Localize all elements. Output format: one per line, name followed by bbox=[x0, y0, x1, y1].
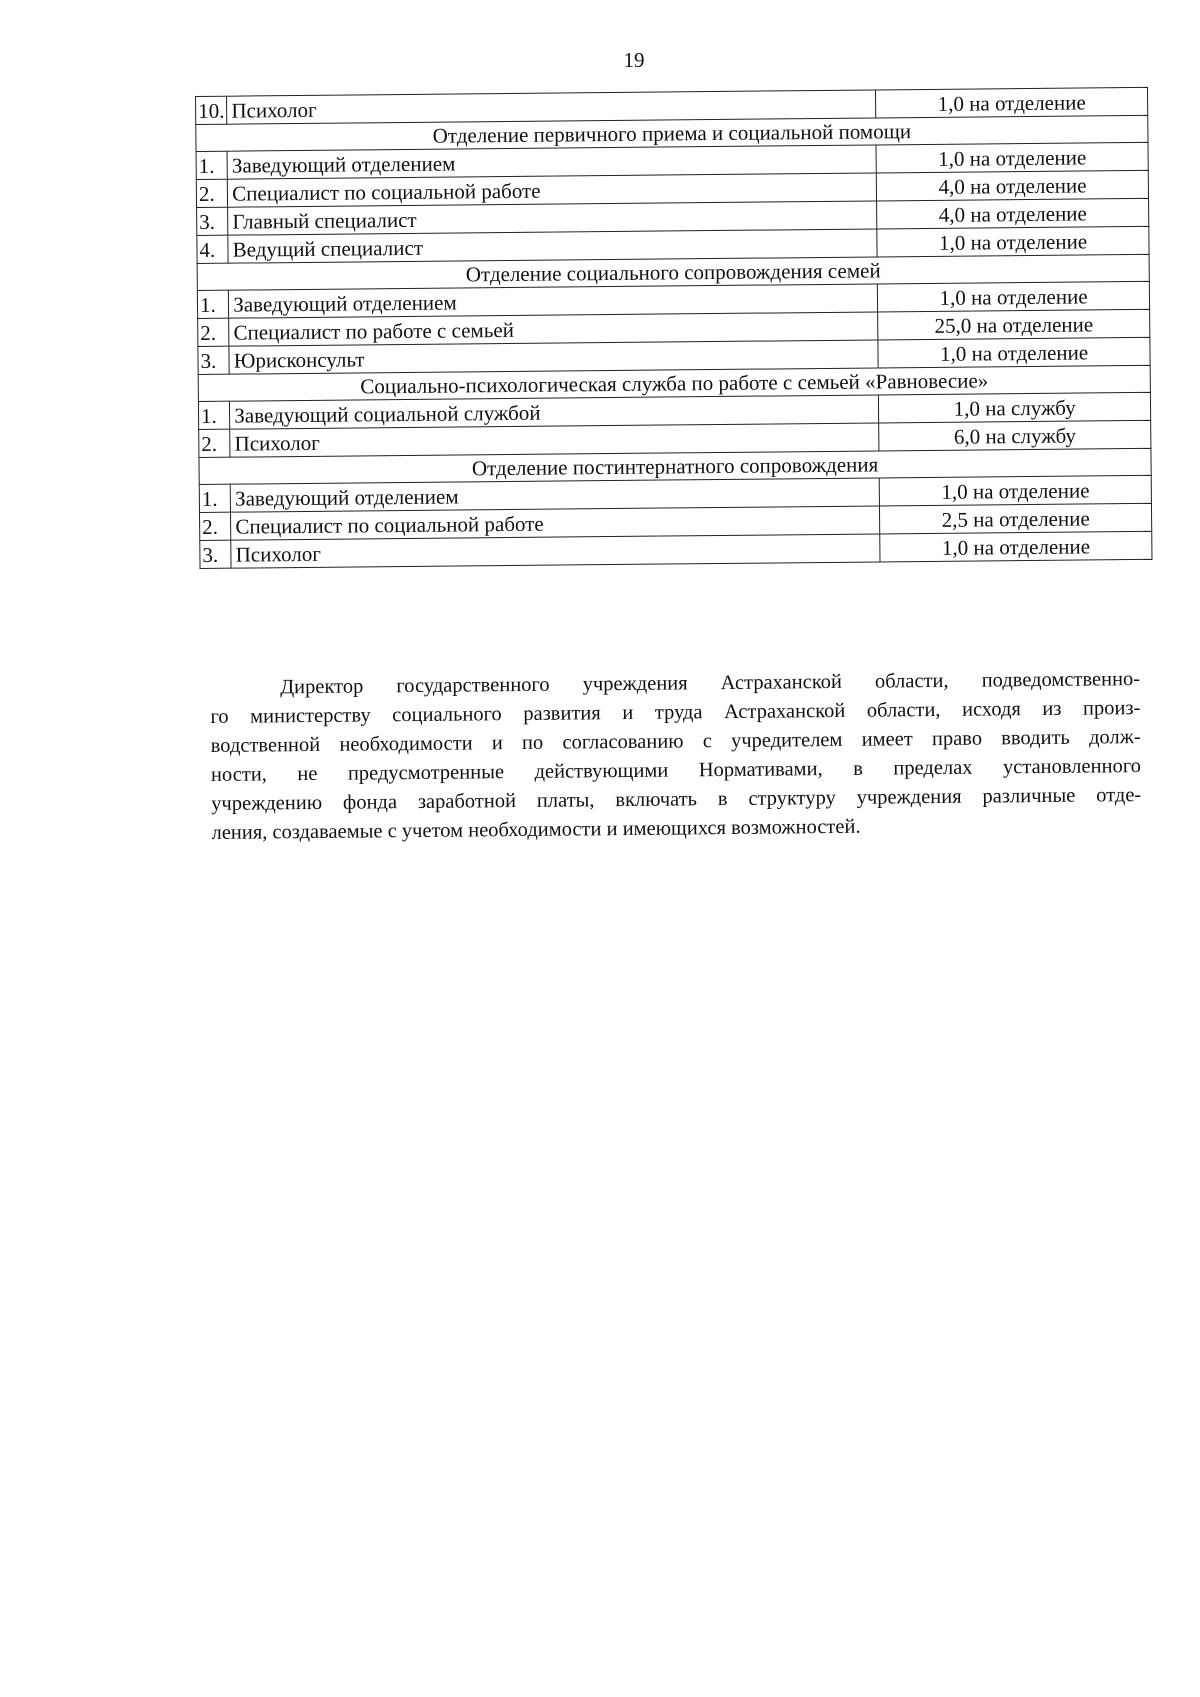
row-number: 4. bbox=[197, 235, 229, 263]
paragraph-line: водственной необходимости и по согласованию с учредителем имеет право вводить долж- bbox=[210, 726, 1141, 757]
position-name: Ведущий специалист bbox=[228, 229, 877, 263]
row-number: 3. bbox=[198, 346, 230, 374]
staff-rate: 1,0 на отделение bbox=[880, 531, 1152, 562]
row-number: 3. bbox=[197, 207, 229, 235]
row-number: 2. bbox=[199, 429, 231, 457]
row-number: 2. bbox=[196, 179, 228, 207]
staff-rate: 1,0 на отделение bbox=[878, 337, 1150, 368]
paragraph-line: Директор государственного учреждения Астраханской области, подведомственно- bbox=[280, 668, 1141, 699]
staff-rate: 6,0 на службу bbox=[879, 420, 1151, 451]
staff-rate: 4,0 на отделение bbox=[877, 170, 1149, 201]
position-name: Заведующий социальной службой bbox=[230, 395, 879, 429]
paragraph-line: го министерству социального развития и труда Астраханской области, исходя из произ- bbox=[210, 697, 1141, 728]
staff-rate: 1,0 на отделение bbox=[876, 87, 1148, 118]
section-title: Отделение постинтернатного сопровождения bbox=[199, 448, 1151, 484]
page-number: 19 bbox=[623, 48, 645, 72]
row-number: 2. bbox=[198, 318, 230, 346]
paragraph-line: ления, создаваемые с учетом необходимости и имеющихся возможностей. bbox=[211, 815, 861, 844]
row-number: 3. bbox=[200, 540, 232, 568]
director-rights-paragraph bbox=[210, 665, 1142, 848]
row-number: 1. bbox=[199, 484, 231, 512]
paragraph-line: ности, не предусмотренные действующими Нормативами, в пределах установленного bbox=[210, 755, 1142, 786]
staffing-table-body bbox=[196, 87, 1152, 568]
staff-rate: 2,5 на отделение bbox=[880, 503, 1152, 534]
position-name: Специалист по социальной работе bbox=[231, 506, 880, 540]
section-title: Отделение социального сопровождения семей bbox=[197, 254, 1149, 290]
staff-rate: 1,0 на отделение bbox=[878, 281, 1150, 312]
staff-rate: 25,0 на отделение bbox=[878, 309, 1150, 340]
row-number: 2. bbox=[199, 512, 231, 540]
staff-rate: 1,0 на отделение bbox=[879, 475, 1151, 506]
position-name: Заведующий отделением bbox=[227, 145, 876, 179]
row-number: 1. bbox=[198, 401, 230, 429]
position-name: Психолог bbox=[231, 534, 880, 568]
position-name: Специалист по социальной работе bbox=[228, 173, 877, 207]
staff-rate: 1,0 на отделение bbox=[876, 142, 1148, 173]
row-number: 1. bbox=[197, 290, 229, 318]
position-name: Юрисконсульт bbox=[229, 340, 878, 374]
row-number: 10. bbox=[196, 96, 228, 124]
position-name: Заведующий отделением bbox=[229, 284, 878, 318]
row-number: 1. bbox=[196, 151, 228, 179]
section-title: Отделение первичного приема и социальной помощи bbox=[196, 115, 1148, 151]
position-name: Специалист по работе с семьей bbox=[229, 312, 878, 346]
staff-rate: 1,0 на службу bbox=[879, 392, 1151, 423]
staff-rate: 4,0 на отделение bbox=[877, 198, 1149, 229]
paragraph-line: учреждению фонда заработной платы, включать в структуру учреждения различные отде- bbox=[211, 784, 1142, 815]
position-name: Главный специалист bbox=[228, 201, 877, 235]
position-name: Психолог bbox=[227, 90, 876, 124]
position-name: Заведующий отделением bbox=[230, 478, 879, 512]
staffing-table bbox=[195, 87, 1152, 569]
position-name: Психолог bbox=[230, 423, 879, 457]
staff-rate: 1,0 на отделение bbox=[877, 226, 1149, 257]
section-title: Социально-психологическая служба по работе с семьей «Равновесие» bbox=[198, 365, 1150, 401]
